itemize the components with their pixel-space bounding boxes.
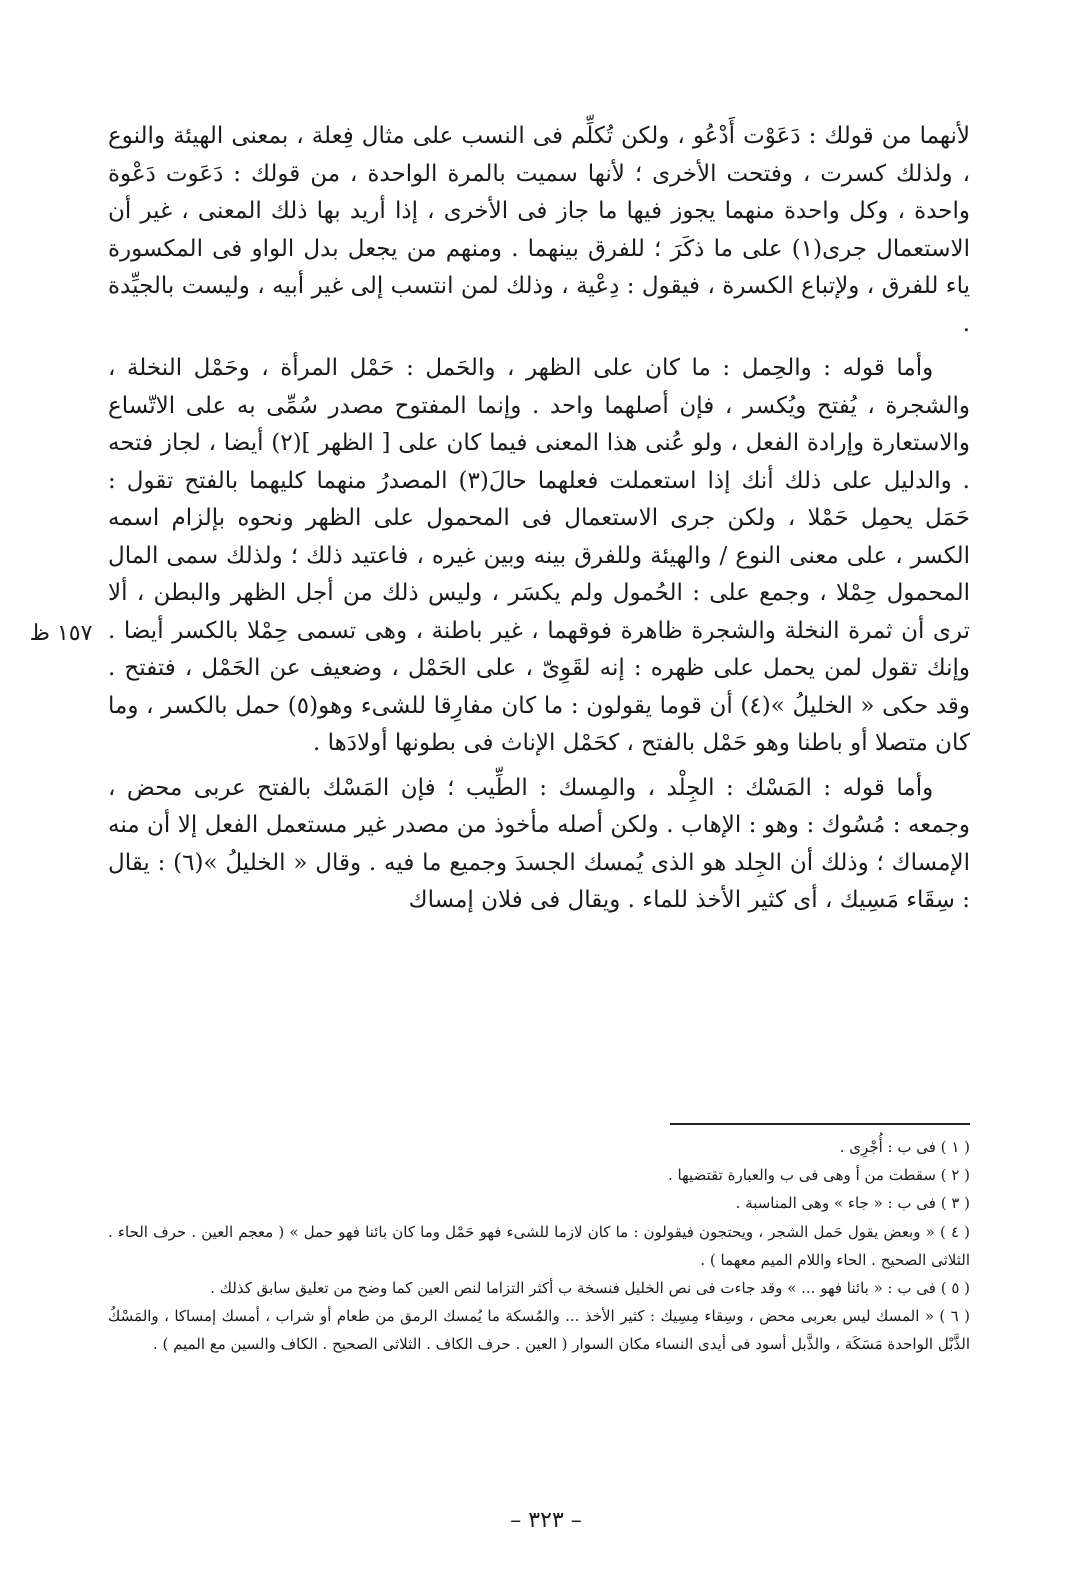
footnote: ( ٣ ) فى ب : « جاء » وهى المناسبة .: [735, 1194, 970, 1213]
footnote: ( ٦ ) « المسك ليس بعربى محض ، وسِقاء مِسِيك : كثير الأخذ ... والمُسكة ما يُمسك الرمق من طعام أو شراب ، أمسك إمساكا ، والمَسْكُ الذَّبْل الواحدة مَسَكَة ، والذَّبل أسود فى أيدى النساء مكان السوار ( العين . حرف الكاف . الثلاثى الصحيح . الكاف والسين مع الميم ) .: [108, 1307, 970, 1354]
manuscript-folio-note: ١٥٧ ظ: [29, 621, 93, 646]
footnotes: [108, 1133, 970, 1359]
footnote: ( ٢ ) سقطت من أ وهى فى ب والعبارة تقتضيها .: [668, 1166, 970, 1185]
page-number: – ٣٢٣ –: [510, 1508, 582, 1533]
footnote: ( ٥ ) فى ب : « بائنا فهو ... » وقد جاءت فى نص الخليل فنسخة ب أكثر التزاما لنص العين كما وضح من تعليق سابق كذلك .: [210, 1279, 970, 1298]
paragraph: وأما قوله : والحِمل : ما كان على الظهر ، والحَمل : حَمْل المرأة ، وحَمْل النخلة ، والشجرة ، يُفتح ويُكسر ، فإن أصلهما واحد . وإنما المفتوح مصدر سُمِّى به على الاتّساع والاستعارة وإرادة الفعل ، ولو عُنى هذا المعنى فيما كان على [ الظهر ](٢) أيضا ، لجاز فتحه . والدليل على ذلك أنك إذا استعملت فعلهما حالَ(٣) المصدرُ منهما كليهما بالفتح تقول : حَمَل يحمِل حَمْلا ، ولكن جرى الاستعمال فى المحمول على الظهر ونحوه بإلزام اسمه الكسر ، على معنى النوع / والهيئة وللفرق بينه وبين غيره ، فاعتيد ذلك ؛ ولذلك سمى المال المحمول حِمْلا ، وجمع على : الحُمول ولم يكسَر ، وليس ذلك من أجل الظهر والبطن ، ألا ترى أن ثمرة النخلة والشجرة ظاهرة فوقهما ، غير باطنة ، وهى تسمى حِمْلا بالكسر أيضا . وإنك تقول لمن يحمل على ظهره : إنه لقَوِىّ ، على الحَمْل ، وضعيف عن الحَمْل ، فتفتح . وقد حكى « الخليلُ »(٤) أن قوما يقولون : ما كان مفارِقا للشىء وهو(٥) حمل بالكسر ، وما كان متصلا أو باطنا وهو حَمْل بالفتح ، كحَمْل الإناث فى بطونها أولادَها .: [108, 355, 971, 756]
main-text: [108, 118, 970, 920]
footnote-divider: [670, 1123, 970, 1125]
footnote: ( ١ ) فى ب : أُجْرِى .: [839, 1138, 970, 1156]
footnote: ( ٤ ) « وبعض يقول حَمل الشجر ، ويحتجون فيقولون : ما كان لازما للشىء فهو حَمْل وما كان بائنا فهو حمل » ( معجم العين . حرف الحاء . الثلاثى الصحيح . الحاء واللام الميم معهما ) .: [108, 1222, 970, 1269]
paragraph: وأما قوله : المَسْك : الجِلْد ، والمِسك : الطِّيب ؛ فإن المَسْك بالفتح عربى محض ، وجمعه : مُسُوك : وهو : الإهاب . ولكن أصله مأخوذ من مصدر غير مستعمل الفعل إلا أن منه الإمساك ؛ وذلك أن الجِلد هو الذى يُمسك الجسدَ وجميع ما فيه . وقال « الخليلُ »(٦) : يقال : سِقَاء مَسِيك ، أى كثير الأخذ للماء . ويقال فى فلان إمساك: [108, 774, 970, 913]
paragraph: لأنهما من قولك : دَعَوْت أَدْعُو ، ولكن تُكلِّم فى النسب على مثال فِعلة ، بمعنى الهيئة والنوع ، ولذلك كسرت ، وفتحت الأخرى ؛ لأنها سميت بالمرة الواحدة ، من قولك : دَعَوت دَعْوة واحدة ، وكل واحدة منهما يجوز فيها ما جاز فى الأخرى ، إذا أريد بها ذلك المعنى ، غير أن الاستعمال جرى(١) على ما ذكَرَ ؛ للفرق بينهما . ومنهم من يجعل بدل الواو فى المكسورة ياء للفرق ، ولإتباع الكسرة ، فيقول : دِعْية ، وذلك لمن انتسب إلى غير أبيه ، وليست بالجيِّدة .: [108, 123, 970, 337]
